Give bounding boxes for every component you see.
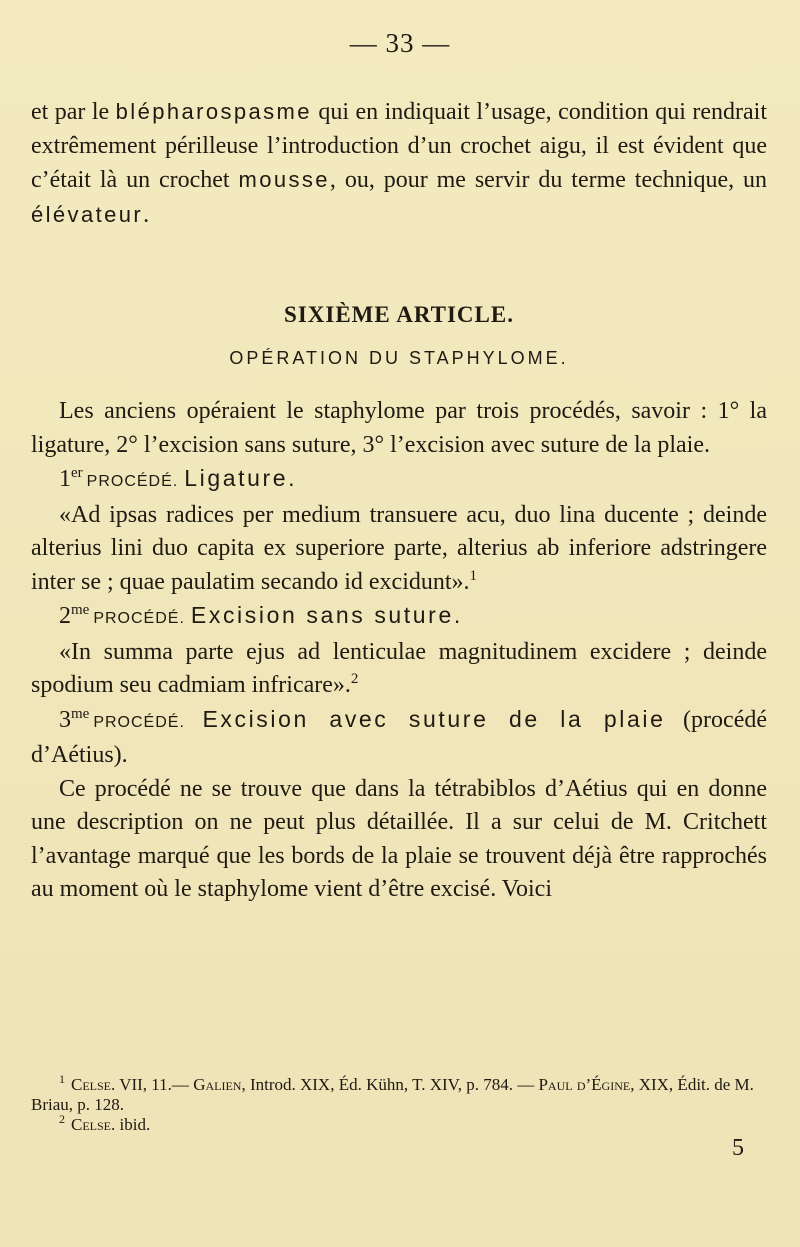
paragraph-aetius: Ce procédé ne se trouve que dans la tétrabiblos d’Aétius qui en donne une description on ne peut plus détaillée. Il a sur celui de M. Critchett l’avantage marqué que les bords de la plaie se trouvent déjà être rapprochés au moment où le staphylome vient d’être excisé. Voici (31, 775, 767, 902)
procedure-marker: PROCÉDÉ. (93, 610, 185, 627)
quote-text: «Ad ipsas radices per medium transuere acu, duo lina ducente ; deinde alterius lini duo capita ex superiore parte, alterius ab inferiore adstringere inter se ; quae paulatim secando id excidunt». (31, 501, 767, 595)
procedure-2-heading (31, 599, 767, 636)
procedure-number: 2 (59, 603, 71, 629)
citation-text: , XIX, Édit. de M. Briau, p. 128. (31, 1075, 754, 1114)
procedure-number: 3 (59, 706, 71, 733)
page-body (31, 95, 767, 907)
footnote-2 (31, 1112, 767, 1135)
spaced-term: élévateur (31, 201, 144, 227)
spaced-term: blépharospasme (115, 99, 312, 124)
paragraph-blepharospasme (31, 95, 767, 232)
author-name: Celse (71, 1115, 112, 1134)
footnote-ref: 1 (469, 567, 478, 584)
procedure-note: (procédé d’Aétius). (31, 706, 767, 768)
paragraph-intro: Les anciens opéraient le staphylome par trois procédés, savoir : 1° la ligature, 2° l’excision sans suture, 3° l’excision avec suture de la plaie. (31, 398, 767, 458)
text-run: , ou, pour me servir du terme technique, un (329, 167, 767, 193)
procedure-title: Ligature. (184, 465, 298, 491)
procedure-number: 1 (59, 466, 71, 492)
procedure-marker: PROCÉDÉ. (93, 713, 185, 731)
procedure-title: Excision avec suture de la plaie (202, 705, 666, 732)
text-run: et par le (31, 99, 116, 125)
quote-celse-2 (31, 636, 767, 703)
procedure-3-heading (31, 703, 767, 773)
quote-text: «In summa parte ejus ad lenticulae magnitudinem excidere ; deinde spodium seu cadmiam infricare». (31, 638, 767, 698)
quote-celse-1 (31, 499, 767, 600)
footnote-1 (31, 1072, 767, 1115)
section-title: SIXIÈME ARTICLE. (284, 302, 514, 327)
procedure-1-heading (31, 462, 767, 499)
text-run: . (143, 201, 150, 228)
footnotes (31, 1072, 767, 1135)
ordinal-suffix: me (71, 705, 90, 722)
signature-mark: 5 (732, 1135, 744, 1161)
procedure-title: Excision sans suture. (190, 602, 463, 628)
procedure-marker: PROCÉDÉ. (86, 473, 179, 490)
author-name: Paul d’Égine (538, 1075, 631, 1094)
spaced-term: mousse (238, 167, 330, 192)
ordinal-suffix: me (71, 602, 90, 618)
author-name: Galien (193, 1075, 242, 1094)
author-name: Celse (71, 1075, 112, 1094)
section-subtitle: OPÉRATION DU STAPHYLOME. (229, 347, 569, 368)
text-run: qui en indiquait l’usage, condition qui rendrait extrêmement périlleuse l’introduction d’un crochet aigu, il est évident que c’était là un crochet (31, 99, 767, 193)
page-number: — 33 — (349, 28, 451, 58)
citation-text: . VII, 11.— (111, 1075, 194, 1094)
citation-text: , Introd. XIX, Éd. Kühn, T. XIV, p. 784. — (241, 1075, 539, 1094)
footnote-ref: 2 (350, 671, 359, 687)
ordinal-suffix: er (71, 465, 83, 481)
citation-text: . ibid. (111, 1115, 151, 1134)
footnote-number: 1 (59, 1072, 65, 1087)
footnote-number: 2 (59, 1112, 65, 1127)
